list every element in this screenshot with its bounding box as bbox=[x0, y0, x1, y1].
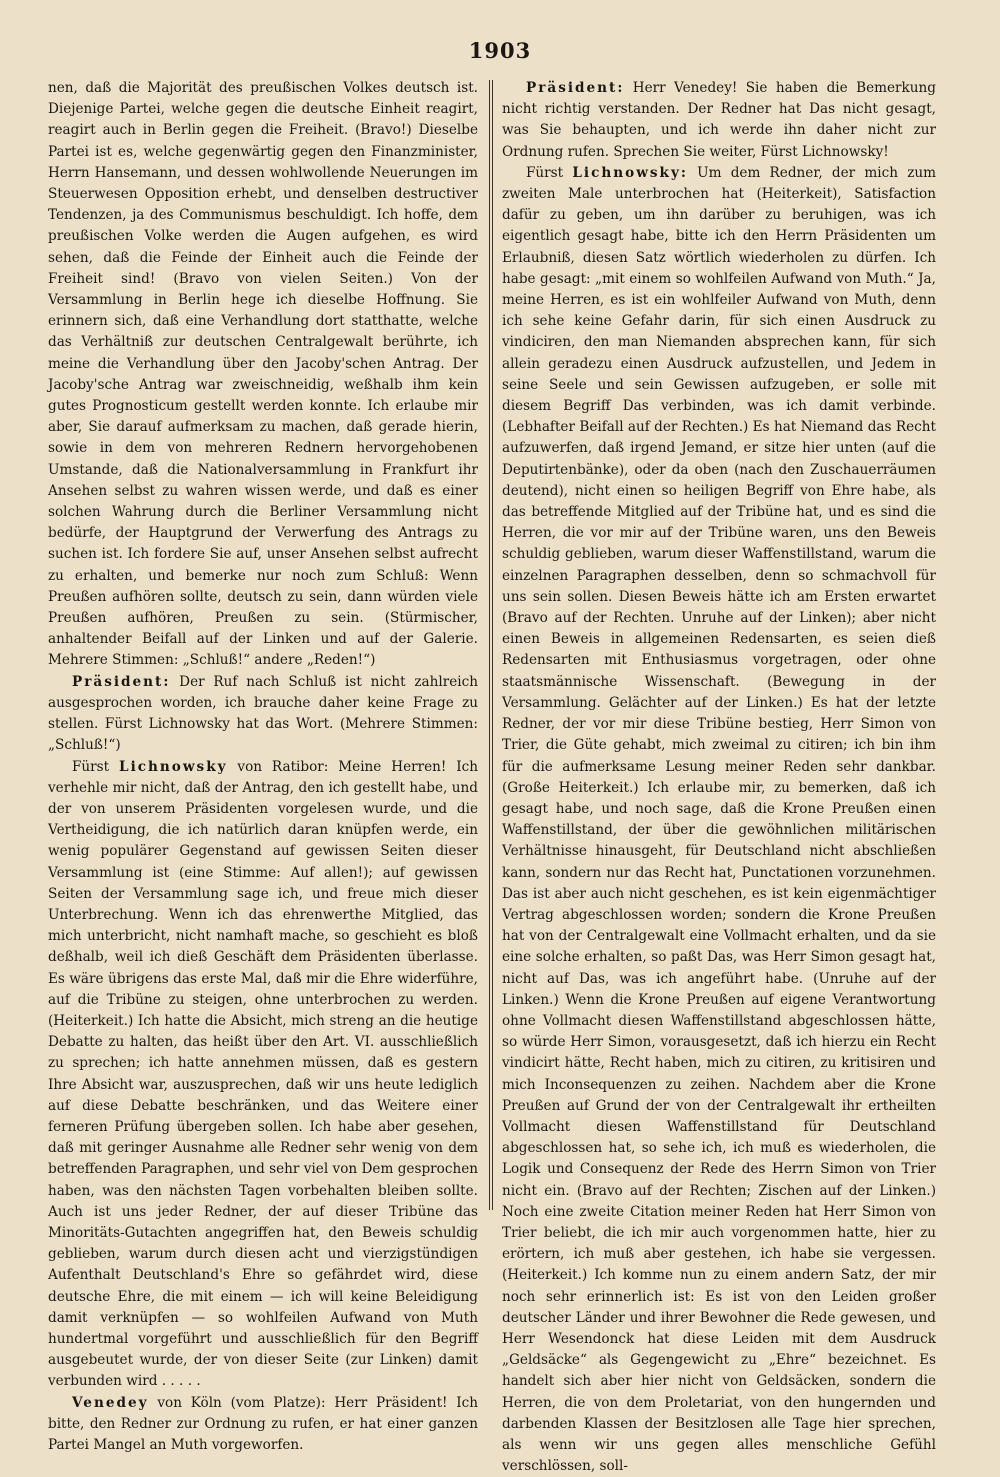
column-divider bbox=[492, 80, 493, 1210]
paragraph-text: von Ratibor: Meine Herren! Ich verhehle mir nicht, daß der Antrag, den ich gestellt habe, und der von unserem Präsidenten vorgelesen wurde, und die Vertheidigung, die ich natürlich daran knüpfen werde, ein wenig populärer Gegenstand auf gewissen Seiten dieser Versammlung ist (eine Stimme: Auf allen!); auf gewissen Seiten der Versammlung sage ich, und freue mich dieser Unterbrechung. Wenn ich das ehrenwerthe Mitglied, das mich unterbricht, nicht namhaft mache, so geschieht es bloß deßhalb, weil ich dieß Geschäft dem Präsidenten überlasse. Es wäre übrigens das erste Mal, daß mir die Ehre widerführe, auf die Tribüne zu steigen, ohne unterbrochen zu werden. (Heiterkeit.) Ich hatte die Absicht, mich streng an die heutige Debatte zu halten, das heißt über den Art. VI. ausschließlich zu sprechen; ich hatte annehmen müssen, daß es gestern Ihre Absicht war, auszusprechen, daß wir uns heute lediglich auf diese Debatte beschränken, und das Weitere einer ferneren Prüfung übergeben sollen. Ich habe aber gesehen, daß mit geringer Ausnahme alle Redner sehr wenig von dem betreffenden Paragraphen, und sehr viel von Dem gesprochen haben, was den nächsten Tagen vorbehalten bleiben sollte. Auch ist uns jeder Redner, der auf dieser Tribüne das Minoritäts-Gutachten angegriffen hat, den Beweis schuldig geblieben, warum durch diesen acht und vierzigstündigen Aufenthalt Deutschland's Ehre so gefährdet wird, diese deutsche Ehre, die mit einem — ich will keine Beleidigung damit verknüpfen — so wohlfeilen Aufwand von Muth hundertmal vorgeführt und ausschließlich für den Begriff ausgebeutet wurde, der von dieser Seite (zur Linken) damit verbunden wird . . . . . bbox=[48, 758, 478, 1390]
page-number: 1903 bbox=[468, 38, 532, 63]
speaker-name: Lichnowsky bbox=[119, 758, 228, 775]
paragraph-text: Herr Venedey! Sie haben die Bemerkung nicht richtig verstanden. Der Redner hat Das nicht gesagt, was Sie behaupten, und ich werde ihn daher nicht zur Ordnung rufen. Sprechen Sie weiter, Fürst Lichnowsky! bbox=[502, 80, 936, 160]
paragraph bbox=[502, 78, 936, 163]
paragraph bbox=[48, 1393, 478, 1457]
paragraph-text: von Köln (vom Platze): Herr Präsident! Ich bitte, den Redner zur Ordnung zu rufen, er hat einer ganzen Partei Mangel an Muth vorgeworfen. bbox=[48, 1394, 478, 1453]
paragraph bbox=[48, 757, 478, 1393]
speaker-name: Präsident: bbox=[526, 80, 625, 96]
left-column bbox=[48, 78, 478, 1453]
right-column bbox=[502, 78, 936, 1475]
paragraph-text: Der Ruf nach Schluß ist nicht zahlreich ausgesprochen worden, ich brauche daher keine Frage zu stellen. Fürst Lichnowsky hat das Wort. (Mehrere Stimmen: „Schluß!“) bbox=[48, 673, 478, 754]
speaker-title: Fürst bbox=[72, 758, 110, 775]
speaker-name: Venedey bbox=[72, 1394, 149, 1411]
speaker-name: Präsident: bbox=[72, 673, 171, 690]
speaker-title: Fürst bbox=[526, 164, 564, 181]
column-divider bbox=[489, 80, 490, 1210]
paragraph-text: Um dem Redner, der mich zum zweiten Male unterbrochen hat (Heiterkeit), Satisfaction dafür zu geben, um ihn darüber zu beruhigen, was ich eigentlich gesagt habe, bitte ich den Herrn Präsidenten um Erlaubniß, diesen Satz wörtlich wiederholen zu dürfen. Ich habe gesagt: „mit einem so wohlfeilen Aufwand von Muth.“ Ja, meine Herren, es ist ein wohlfeiler Aufwand von Muth, denn ich sehe keine Gefahr darin, für sich einen Ausdruck zu vindiciren, den man Niemanden absprechen kann, für sich allein geradezu einen Ausdruck aufzustellen, und Jedem in seine Seele und sein Gewissen aufzugeben, er solle mit diesem Begriff Das verbinden, was ich damit verbinde. (Lebhafter Beifall auf der Rechten.) Es hat Niemand das Recht aufzuwerfen, daß irgend Jemand, er sitze hier unten (auf die Deputirtenbänke), oder da oben (nach den Zuschauerräumen deutend), nicht einen so heiligen Begriff von Ehre habe, als das betreffende Mitglied auf der Tribüne hat, und es sind die Herren, die vor mir auf der Tribüne waren, uns den Beweis schuldig geblieben, warum dieser Waffenstillstand, warum die einzelnen Paragraphen desselben, denn so schmachvoll für uns sein sollen. Diesen Beweis hätte ich am Ersten erwartet (Bravo auf der Rechten. Unruhe auf der Linken); aber nicht einen Beweis in allgemeinen Redensarten, es seien dieß Redensarten mit Enthusiasmus vorgetragen, oder ohne staatsmännische Wissenschaft. (Bewegung in der Versammlung. Gelächter auf der Linken.) Es hat der letzte Redner, der vor mir diese Tribüne bestieg, Herr Simon von Trier, die Güte gehabt, mich zweimal zu citiren; ich bin ihm für die aufmerksame Lesung meiner Reden sehr dankbar. (Große Heiterkeit.) Ich erlaube mir, zu bemerken, daß ich gesagt habe, und noch sage, daß die Krone Preußen einen Waffenstillstand, der über die gewöhnlichen militärischen Verhältnisse hinausgeht, für Deutschland nicht abschließen kann, sondern nur das Recht hat, Punctationen vorzunehmen. Das ist aber auch nicht geschehen, es ist kein eigenmächtiger Vertrag abgeschlossen worden; sondern die Krone Preußen hat von der Centralgewalt eine Vollmacht erhalten, und da sie eine solche erhalten, so paßt Das, was Herr Simon gesagt hat, nicht auf Das, was ich angeführt habe. (Unruhe auf der Linken.) Wenn die Krone Preußen auf eigene Verantwortung ohne Vollmacht diesen Waffenstillstand abgeschlossen hätte, so würde Herr Simon, vorausgesetzt, daß ich hierzu ein Recht vindicirt hätte, Recht haben, mich zu citiren, zu kritisiren und mich Inconsequenzen zu zeihen. Nachdem aber die Krone Preußen auf Grund der von der Centralgewalt ihr ertheilten Vollmacht diesen Waffenstillstand für Deutschland abgeschlossen hat, so sehe ich, ich muß es wiederholen, die Logik und Consequenz der Rede des Herrn Simon von Trier nicht ein. (Bravo auf der Rechten; Zischen auf der Linken.) Noch eine zweite Citation meiner Reden hat Herr Simon von Trier beliebt, die ich mir auch vorgenommen hatte, hier zu erörtern, ich muß aber gestehen, ich habe sie vergessen. (Heiterkeit.) Ich komme nun zu einem andern Satz, der mir noch sehr erinnerlich ist: Es ist von den Leiden großer deutscher Länder und ihrer Bewohner die Rede gewesen, und Herr Wesendonck hat diese Leiden mit dem Ausdruck „Geldsäcke“ als Gegengewicht zu „Ehre“ bezeichnet. Es handelt sich aber hier nicht von Geldsäcken, sondern die Herren, die von dem Proletariat, von den hungernden und darbenden Klassen der Besitzlosen alle Tage hier sprechen, als wenn wir uns gegen alles menschliche Gefühl verschlössen, soll- bbox=[502, 164, 936, 1475]
paragraph bbox=[48, 672, 478, 757]
paragraph bbox=[48, 78, 478, 672]
speaker-name: Lichnowsky: bbox=[572, 164, 688, 181]
paragraph bbox=[502, 163, 936, 1477]
paragraph-text: nen, daß die Majorität des preußischen Volkes deutsch ist. Diejenige Partei, welche gegen die deutsche Einheit reagirt, reagirt auch in Berlin gegen die Freiheit. (Bravo!) Dieselbe Partei ist es, welche gegenwärtig gegen den Finanzminister, Herrn Hansemann, und dessen wohlwollende Neuerungen im Steuerwesen Opposition erhebt, und denselben destructiver Tendenzen, ja des Communismus beschuldigt. Ich hoffe, dem preußischen Volke werden die Augen aufgehen, es wird sehen, daß die Feinde der Einheit auch die Feinde der Freiheit sind! (Bravo von vielen Seiten.) Von der Versammlung in Berlin hege ich dieselbe Hoffnung. Sie erinnern sich, daß eine Verhandlung dort statthatte, welche das Verhältniß zur deutschen Centralgewalt berührte, ich meine die Verhandlung über den Jacoby'schen Antrag. Der Jacoby'sche Antrag war zweischneidig, weßhalb ihm kein gutes Prognosticum gestellt werden konnte. Ich erlaube mir aber, Sie darauf aufmerksam zu machen, daß gerade hierin, sowie in dem von mehreren Rednern hervorgehobenen Umstande, daß die Nationalversammlung in Frankfurt ihr Ansehen selbst zu wahren wissen werde, und daß es einer solchen Wahrung durch die Berliner Versammlung nicht bedürfe, der Hauptgrund der Verwerfung des Antrags zu suchen ist. Ich fordere Sie auf, unser Ansehen selbst aufrecht zu erhalten, und bemerke nur noch zum Schluß: Wenn Preußen aufhören sollte, deutsch zu sein, dann würden viele Preußen aufhören, Preußen zu sein. (Stürmischer, anhaltender Beifall auf der Linken und auf der Galerie. Mehrere Stimmen: „Schluß!“ andere „Reden!“) bbox=[48, 80, 478, 669]
